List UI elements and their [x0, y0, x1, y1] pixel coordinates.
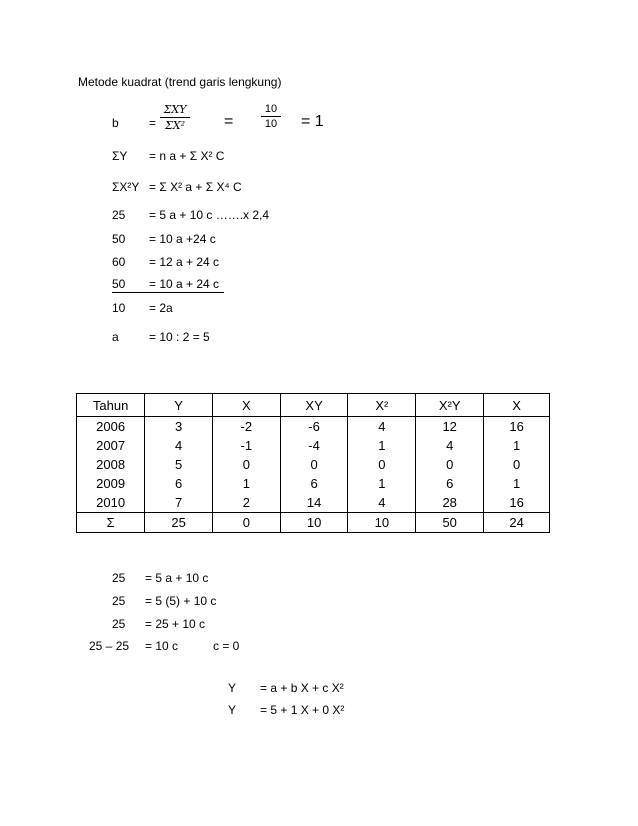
table-cell: 7: [145, 493, 213, 513]
table-cell: -1: [212, 436, 280, 455]
table-cell: 2007: [77, 436, 145, 455]
table-cell: 4: [348, 417, 416, 437]
fraction-numerator: ΣXY: [160, 103, 190, 118]
equation-rhs: = 5 (5) + 10 c: [145, 594, 217, 608]
fraction-denominator: ΣX²: [164, 119, 186, 132]
table-cell: 1: [484, 474, 550, 493]
table-row: [77, 455, 550, 474]
table-header-row: [77, 394, 550, 417]
table-cell: 25: [145, 513, 213, 533]
equation-rhs: = 10 a + 24 c: [149, 277, 220, 291]
table-cell: -6: [280, 417, 348, 437]
equation-rhs: = 25 + 10 c: [145, 617, 206, 631]
table-cell: 2006: [77, 417, 145, 437]
equation-rhs: = 10 : 2 = 5: [149, 330, 210, 344]
page-title: Metode kuadrat (trend garis lengkung): [78, 75, 282, 89]
c-result: c = 0: [213, 639, 240, 653]
b-equals-1: =: [149, 116, 157, 130]
table-cell: 50: [416, 513, 484, 533]
b-equals-2: =: [224, 113, 234, 130]
equation-rhs: = Σ X² a + Σ X⁴ C: [149, 180, 242, 194]
table-cell: 16: [484, 417, 550, 437]
equation-lhs: 25: [112, 208, 126, 222]
equation-rhs: = n a + Σ X² C: [149, 149, 225, 163]
equation-lhs: 50: [112, 277, 126, 291]
column-header-y: Y: [145, 394, 213, 417]
equation-lhs: 25: [112, 617, 126, 631]
table-cell: 3: [145, 417, 213, 437]
table-cell: 2010: [77, 493, 145, 513]
table-cell: 16: [484, 493, 550, 513]
equation-lhs: a: [112, 330, 119, 344]
subtraction-rule: [112, 292, 224, 293]
table-row: [77, 474, 550, 493]
column-header-x: X: [212, 394, 280, 417]
table-row: [77, 493, 550, 513]
column-header-x4: X: [484, 394, 550, 417]
table-cell: 1: [212, 474, 280, 493]
table-cell: 4: [348, 493, 416, 513]
data-table: [76, 393, 550, 533]
table-cell: 5: [145, 455, 213, 474]
table-cell: 10: [280, 513, 348, 533]
table-cell: 0: [416, 455, 484, 474]
equation-rhs: = 2a: [149, 301, 173, 315]
table-cell: 14: [280, 493, 348, 513]
table-cell: -2: [212, 417, 280, 437]
table-cell: 2008: [77, 455, 145, 474]
table-cell: 0: [484, 455, 550, 474]
table-cell: 1: [348, 436, 416, 455]
final-lhs: Y: [228, 703, 237, 717]
table-cell: 12: [416, 417, 484, 437]
column-header-x2: X²: [348, 394, 416, 417]
table-cell: 24: [484, 513, 550, 533]
b-result: = 1: [301, 113, 324, 130]
final-rhs: = 5 + 1 X + 0 X²: [260, 703, 345, 717]
table-cell: -4: [280, 436, 348, 455]
table-cell: 6: [145, 474, 213, 493]
table-cell: Σ: [77, 513, 145, 533]
table-total-row: [77, 513, 550, 533]
equation-lhs: ΣX²Y: [112, 180, 140, 194]
table-cell: 4: [145, 436, 213, 455]
fraction-sum-xy-over-sum-x2: [160, 103, 190, 132]
table-cell: 0: [348, 455, 416, 474]
fraction-denominator: 10: [264, 118, 278, 130]
equation-lhs: 50: [112, 232, 126, 246]
equation-lhs: 25 – 25: [89, 639, 130, 653]
fraction-10-over-10: [261, 103, 281, 130]
equation-rhs: = 10 c: [145, 639, 179, 653]
table-cell: 2009: [77, 474, 145, 493]
table-cell: 6: [416, 474, 484, 493]
equation-rhs: = 5 a + 10 c: [145, 571, 209, 585]
equation-lhs: 25: [112, 571, 126, 585]
final-lhs: Y: [228, 681, 237, 695]
table-cell: 1: [484, 436, 550, 455]
column-header-xy: XY: [280, 394, 348, 417]
equation-lhs: ΣY: [112, 149, 128, 163]
table-cell: 6: [280, 474, 348, 493]
b-label: b: [112, 116, 119, 130]
fraction-numerator: 10: [261, 103, 281, 117]
table-cell: 0: [280, 455, 348, 474]
equation-rhs: = 5 a + 10 c …….x 2,4: [149, 208, 270, 222]
table-cell: 0: [212, 513, 280, 533]
column-header-tahun: Tahun: [77, 394, 145, 417]
table-cell: 2: [212, 493, 280, 513]
table-cell: 10: [348, 513, 416, 533]
equation-rhs: = 12 a + 24 c: [149, 255, 220, 269]
table-cell: 0: [212, 455, 280, 474]
equation-lhs: 25: [112, 594, 126, 608]
table-cell: 4: [416, 436, 484, 455]
equation-lhs: 60: [112, 255, 126, 269]
equation-rhs: = 10 a +24 c: [149, 232, 216, 246]
table-cell: 28: [416, 493, 484, 513]
equation-lhs: 10: [112, 301, 126, 315]
column-header-x2y: X²Y: [416, 394, 484, 417]
final-rhs: = a + b X + c X²: [260, 681, 344, 695]
table-row: [77, 436, 550, 455]
table-row: [77, 417, 550, 437]
table-cell: 1: [348, 474, 416, 493]
